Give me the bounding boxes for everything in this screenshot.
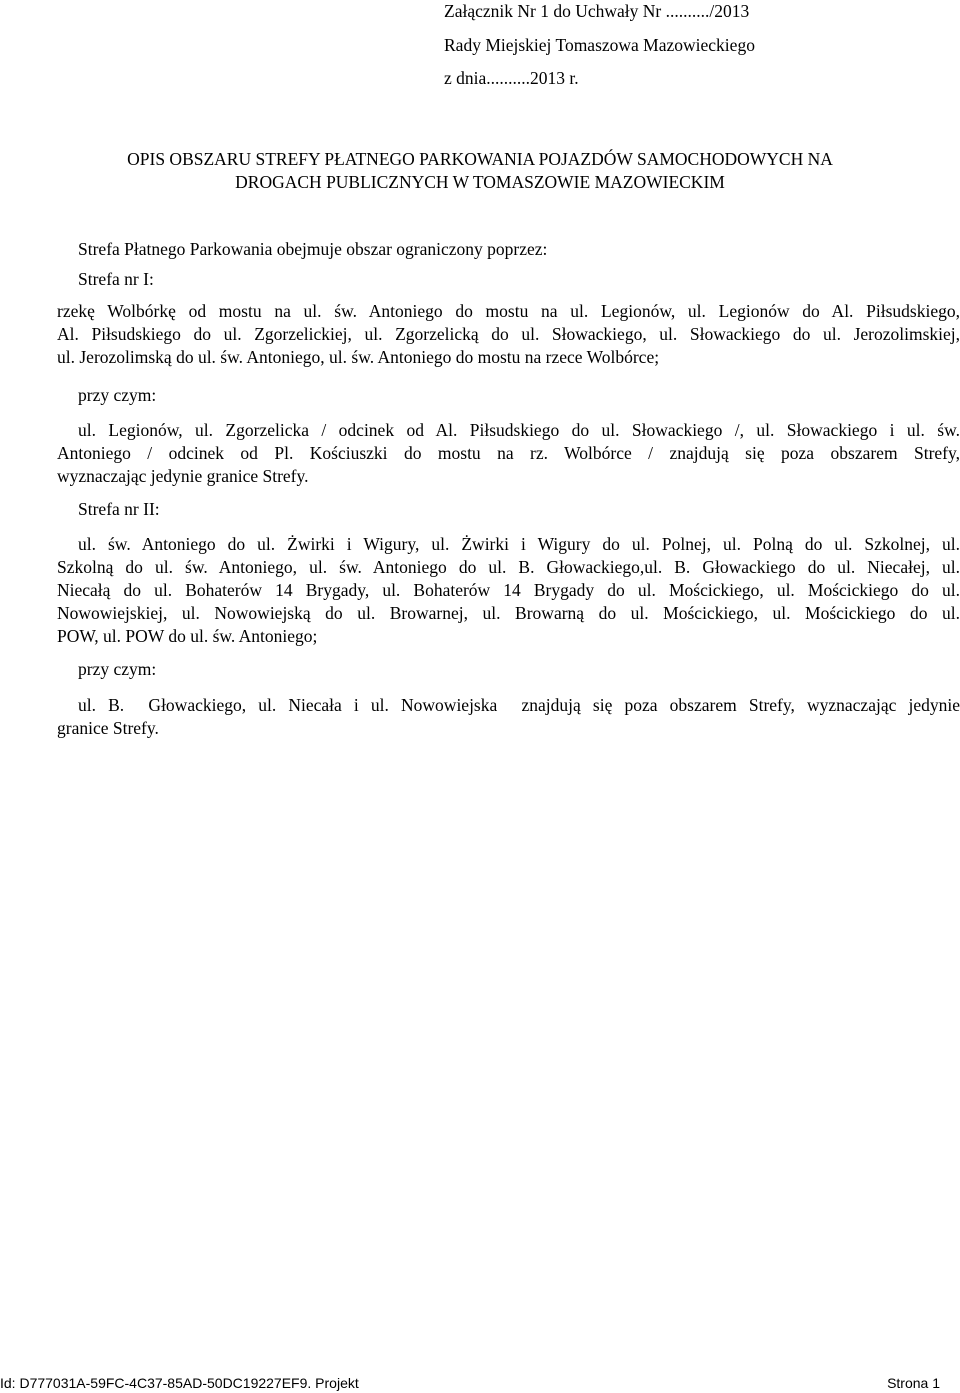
zone2-note-line: ul. B. Głowackiego, ul. Niecała i ul. Nowowiejska znajdują się poza obszarem Strefy, wyznaczając jedynie <box>78 695 960 715</box>
zone2-description-line: Szkolną do ul. św. Antoniego, ul. św. Antoniego do ul. B. Głowackiego,ul. B. Głowackiego do ul. Niecałej, ul. <box>57 557 960 577</box>
zone2-description-line: Niecałą do ul. Bohaterów 14 Brygady, ul. Bohaterów 14 Brygady do ul. Mościckiego, ul. Mościckiego do ul. <box>57 580 960 600</box>
footer-page-number: Strona 1 <box>887 1375 940 1391</box>
zone1-description-line: rzekę Wolbórkę od mostu na ul. św. Antoniego do mostu na ul. Legionów, ul. Legionów do Al. Piłsudskiego, <box>57 301 960 321</box>
zone2-description-line: ul. św. Antoniego do ul. Żwirki i Wigury, ul. Żwirki i Wigury do ul. Polnej, ul. Polną do ul. Szkolnej, ul. <box>78 534 960 554</box>
footer-document-id: Id: D777031A-59FC-4C37-85AD-50DC19227EF9. Projekt <box>0 1375 359 1391</box>
zone1-description-line: ul. Jerozolimską do ul. św. Antoniego, ul. św. Antoniego do mostu na rzece Wolbórce; <box>57 347 660 367</box>
document-title-line1: OPIS OBSZARU STREFY PŁATNEGO PARKOWANIA POJAZDÓW SAMOCHODOWYCH NA <box>127 149 833 169</box>
annex-reference-line3: z dnia..........2013 r. <box>444 68 579 88</box>
zone1-note-label: przy czym: <box>78 385 157 405</box>
zone2-note-label: przy czym: <box>78 659 157 679</box>
zone2-heading: Strefa nr II: <box>78 499 160 519</box>
zone1-note-line: wyznaczając jedynie granice Strefy. <box>57 466 309 486</box>
zone1-note-line: Antoniego / odcinek od Pl. Kościuszki do mostu na rz. Wolbórce / znajdują się poza obszarem Strefy, <box>57 443 960 463</box>
zone2-note-line: granice Strefy. <box>57 718 159 738</box>
zone2-description-line: Nowowiejskiej, ul. Nowowiejską do ul. Browarnej, ul. Browarną do ul. Mościckiego, ul. Mościckiego do ul. <box>57 603 960 623</box>
annex-reference-line1: Załącznik Nr 1 do Uchwały Nr ........../2013 <box>444 1 750 21</box>
annex-reference-line2: Rady Miejskiej Tomaszowa Mazowieckiego <box>444 35 755 55</box>
intro-text: Strefa Płatnego Parkowania obejmuje obszar ograniczony poprzez: <box>78 239 548 259</box>
zone1-note-line: ul. Legionów, ul. Zgorzelicka / odcinek od Al. Piłsudskiego do ul. Słowackiego /, ul. Słowackiego i ul. św. <box>78 420 960 440</box>
zone2-description-line: POW, ul. POW do ul. św. Antoniego; <box>57 626 318 646</box>
zone1-description-line: Al. Piłsudskiego do ul. Zgorzelickiej, ul. Zgorzelicką do ul. Słowackiego, ul. Słowackiego do ul. Jerozolimskiej, <box>57 324 960 344</box>
document-title-line2: DROGACH PUBLICZNYCH W TOMASZOWIE MAZOWIECKIM <box>235 172 725 192</box>
zone1-heading: Strefa nr I: <box>78 269 154 289</box>
